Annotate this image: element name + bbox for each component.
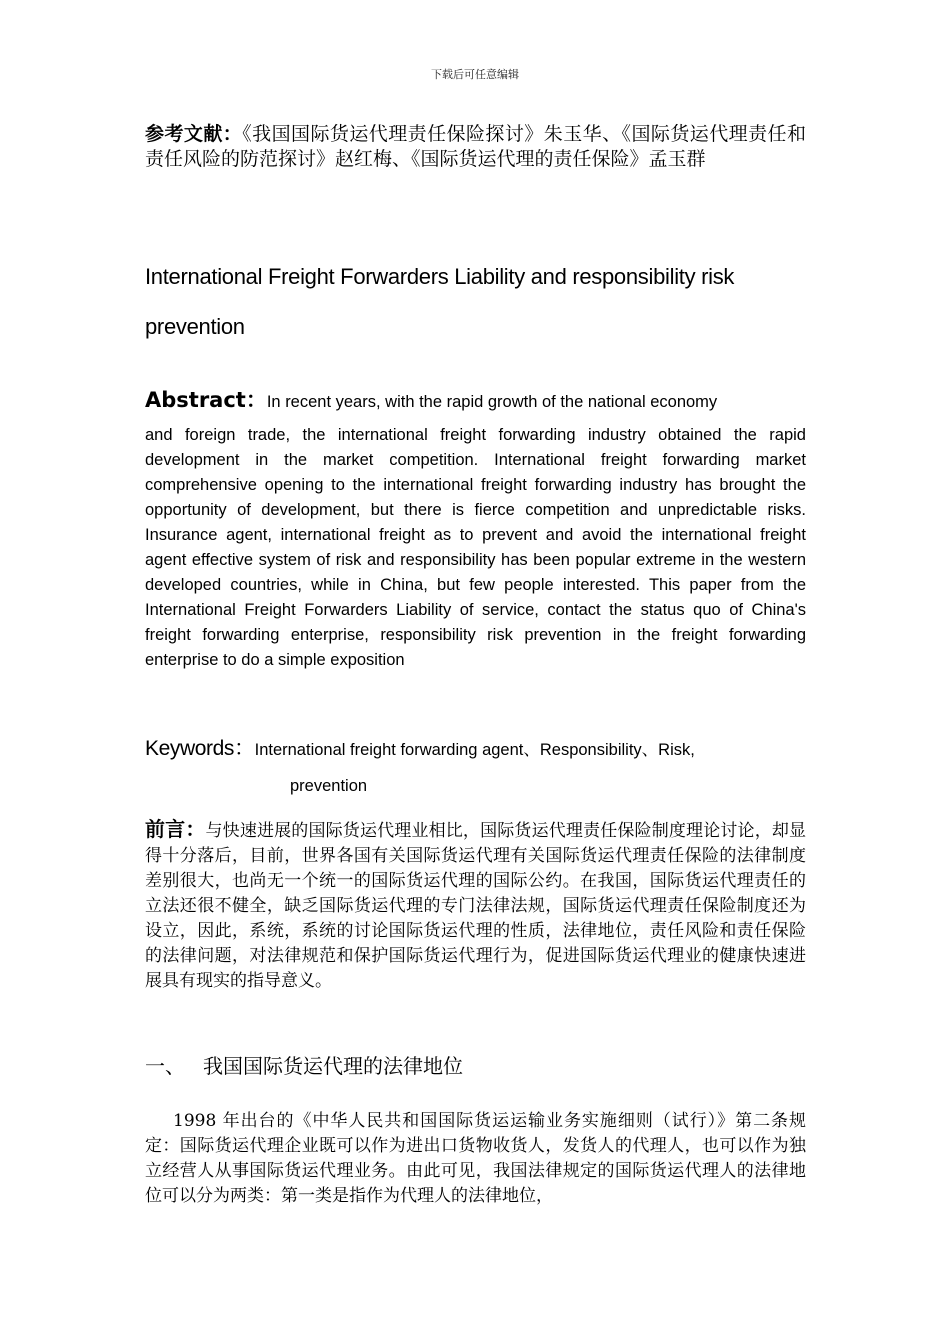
abstract-body: and foreign trade, the international freight forwarding industry obtained the rapid development in the market competition. International freight forwarding market comprehensive opening to the international freight forwarding industry has brought the opportunity of development, but there is fierce competition and unpredictable risks. Insurance agent, international freight as to prevent and avoid the international freight agent effective system of risk and responsibility has been popular extreme in the western developed countries, while in China, but few people interested. This paper from the International Freight Forwarders Liability of service, contact the status quo of China's freight forwarding enterprise, responsibility risk prevention in the freight forwarding enterprise to do a simple exposition [145, 426, 806, 669]
preface-paragraph [145, 817, 806, 994]
references-label: 参考文献： [145, 123, 243, 145]
english-title: International Freight Forwarders Liability and responsibility risk prevention [145, 264, 735, 339]
page-header-note: 下载后可任意编辑 [431, 68, 519, 81]
references-text: 《我国国际货运代理责任保险探讨》朱玉华、《国际货运代理责任和责任风险的防范探讨》赵红梅、《国际货运代理的责任保险》孟玉群 [145, 123, 806, 170]
preface-text: 与快速进展的国际货运代理业相比，国际货运代理责任保险制度理论讨论，却显得十分落后，目前，世界各国有关国际货运代理有关国际货运代理责任保险的法律制度差别很大，也尚无一个统一的国际货运代理的国际公约。在我国，国际货运代理责任的立法还很不健全，缺乏国际货运代理的专门法律法规，国际货运代理责任保险制度还为设立，因此，系统，系统的讨论国际货运代理的性质，法律地位，责任风险和责任保险的法律问题，对法律规范和保护国际货运代理行为，促进国际货运代理业的健康快速进展具有现实的指导意义。 [145, 821, 807, 991]
section-title: 我国国际货运代理的法律地位 [203, 1054, 463, 1078]
keywords-label: Keywords： [145, 737, 255, 760]
section-number: 一、 [145, 1054, 185, 1078]
section-heading [145, 1050, 806, 1079]
keywords-line-2: prevention [290, 777, 368, 795]
references-paragraph [145, 122, 806, 172]
abstract-label: Abstract： [145, 388, 267, 412]
abstract-first-text: In recent years, with the rapid growth of the national economy [266, 393, 718, 411]
keywords-paragraph [145, 731, 806, 804]
body-paragraph: 1998 年出台的《中华人民共和国国际货运运输业务实施细则（试行）》第二条规定：国际货运代理企业既可以作为进出口货物收货人，发货人的代理人，也可以作为独立经营人从事国际货运代理业务。由此可见，我国法律规定的国际货运代理人的法律地位可以分为两类：第一类是指作为代理人的法律地位， [145, 1111, 806, 1206]
abstract-first-line [145, 384, 806, 414]
keywords-line-1: International freight forwarding agent、Responsibility、Risk, [254, 741, 695, 759]
preface-label: 前言： [145, 817, 206, 841]
